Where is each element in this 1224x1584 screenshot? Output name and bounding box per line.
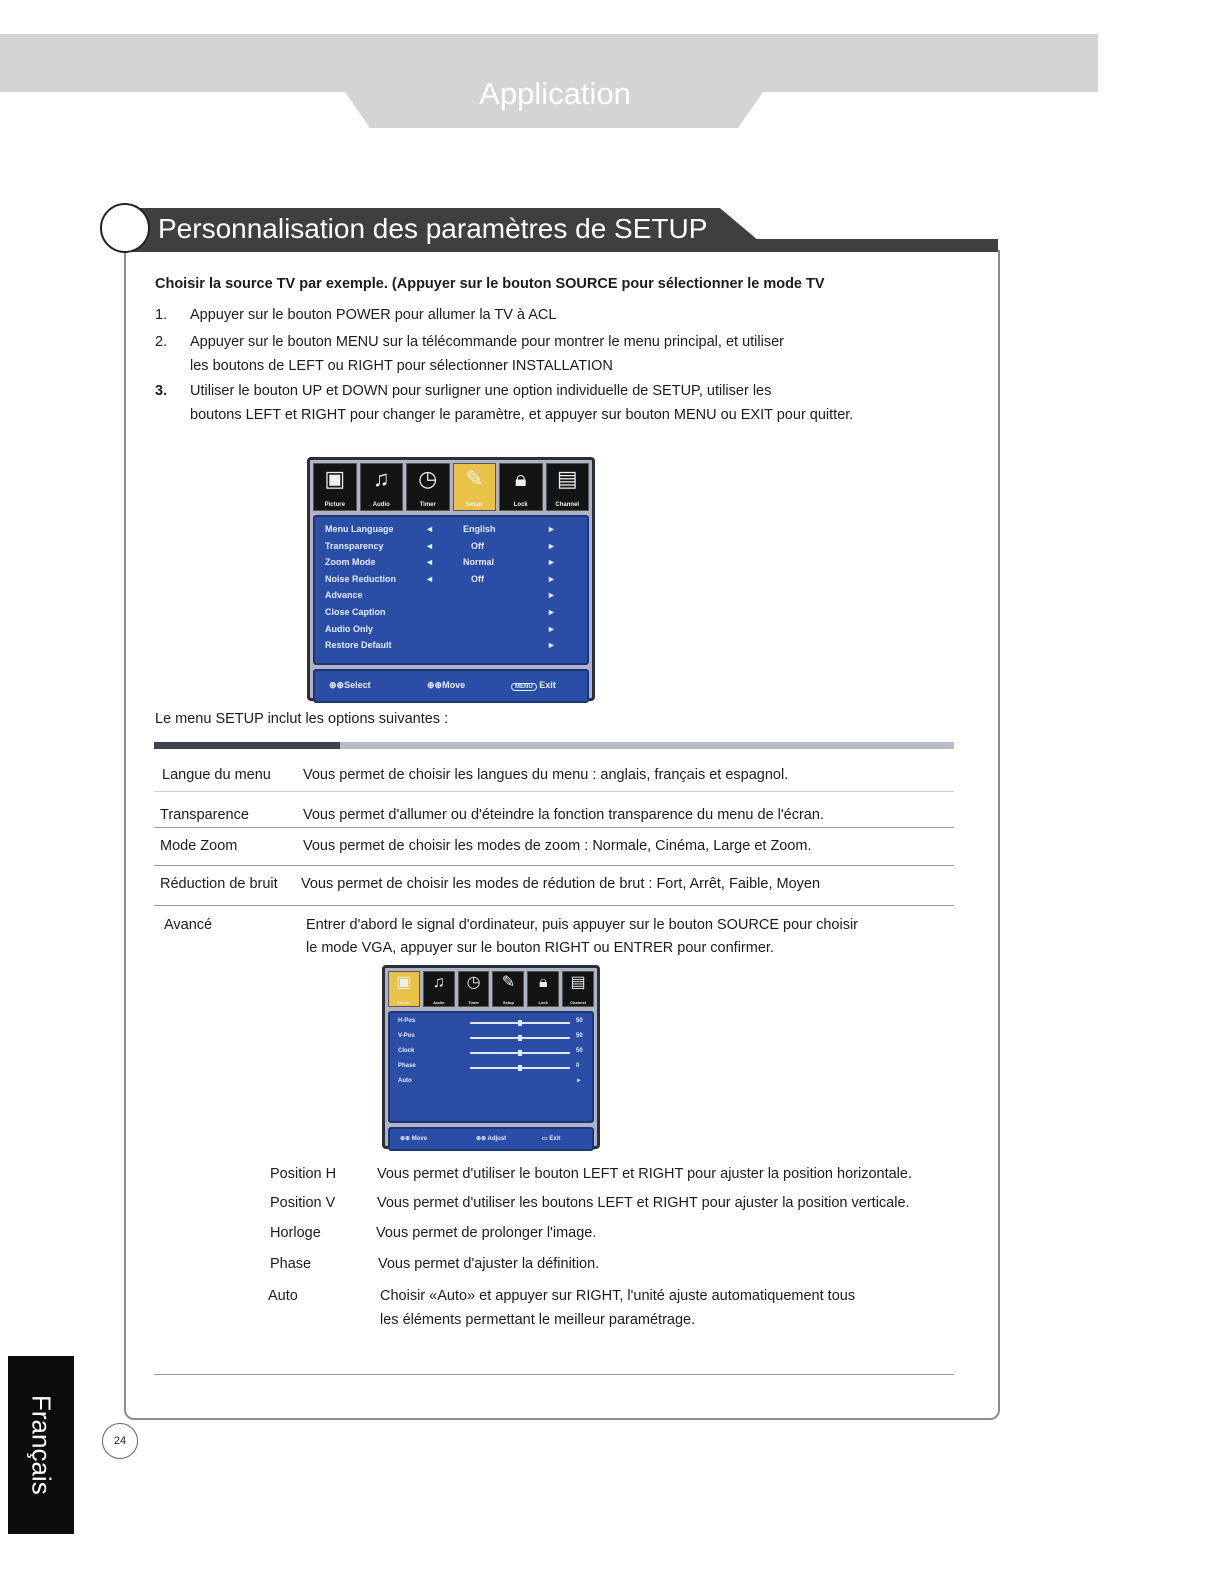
move-hint: ⊕⊕ Move xyxy=(400,1136,428,1142)
timer-icon: ◷ xyxy=(466,974,481,991)
tab-label: Lock xyxy=(513,502,528,508)
tab-lock xyxy=(499,463,543,511)
menu-row-value: 50 xyxy=(576,1033,583,1039)
menu-row-value: Off xyxy=(471,540,484,551)
menu-row xyxy=(390,1076,592,1091)
table-divider xyxy=(154,865,954,866)
content-frame xyxy=(124,250,1000,1420)
menu-row-label: Advance xyxy=(325,590,363,601)
menu-row xyxy=(390,1016,592,1031)
vga-option-desc: Vous permet de prolonger l'image. xyxy=(376,1225,597,1241)
menu-tab-row xyxy=(388,971,594,1007)
tab-timer xyxy=(406,463,450,511)
section-title-rule xyxy=(740,239,998,252)
picture-icon: ▣ xyxy=(396,974,412,991)
step-line: Appuyer sur le bouton POWER pour allumer la TV à ACL xyxy=(190,307,557,323)
vga-option-desc: Vous permet d'utiliser le bouton LEFT et RIGHT pour ajuster la position horizontale. xyxy=(377,1166,912,1182)
right-arrow-icon: ► xyxy=(547,640,556,651)
menu-row xyxy=(315,538,587,555)
slider-knob xyxy=(518,1035,522,1041)
lock-icon: 🔒︎ xyxy=(514,466,527,491)
page-number: 24 xyxy=(102,1423,138,1459)
menu-row xyxy=(315,521,587,538)
move-hint: ⊕⊕Move xyxy=(427,680,466,690)
step-number: 3. xyxy=(155,383,168,399)
section-circle-icon xyxy=(100,203,150,253)
menu-key-icon: MENU xyxy=(511,683,537,691)
tab-label: Setup xyxy=(465,502,483,508)
tab-label: Audio xyxy=(372,502,390,508)
menu-tab-row xyxy=(313,463,589,511)
move-label: Move xyxy=(411,1136,428,1142)
tab-channel xyxy=(546,463,590,511)
menu-row-label: Zoom Mode xyxy=(325,557,376,568)
slider-track xyxy=(470,1022,570,1024)
table-divider xyxy=(154,791,954,792)
menu-row xyxy=(315,604,587,621)
right-arrow-icon: ► xyxy=(547,557,556,568)
intro-text: Choisir la source TV par exemple. (Appuyer sur le bouton SOURCE pour sélectionner le mode TV xyxy=(155,276,825,292)
option-term: Langue du menu xyxy=(162,767,271,783)
right-arrow-icon: ► xyxy=(547,540,556,551)
menu-row-value: 0 xyxy=(576,1063,580,1069)
tab-label: Timer xyxy=(468,1000,479,1005)
vga-option-term: Phase xyxy=(270,1256,312,1272)
menu-row-value: Normal xyxy=(463,557,495,568)
setup-icon: ✎ xyxy=(501,974,516,991)
option-term: Avancé xyxy=(164,917,213,933)
step-number: 1. xyxy=(155,307,168,323)
menu-row-label: Close Caption xyxy=(325,606,386,617)
menu-row xyxy=(315,621,587,638)
timer-icon: ◷ xyxy=(418,466,438,491)
tab-audio xyxy=(423,971,455,1007)
tab-label: Audio xyxy=(433,1000,445,1005)
step-line: les boutons de LEFT ou RIGHT pour sélectionner INSTALLATION xyxy=(190,358,613,374)
move-label: Move xyxy=(442,680,466,690)
audio-icon: ♫ xyxy=(432,974,445,991)
menu-panel xyxy=(313,515,589,665)
select-hint: ⊕⊕Select xyxy=(329,680,371,690)
menu-row xyxy=(390,1046,592,1061)
step-line: Appuyer sur le bouton MENU sur la télécommande pour montrer le menu principal, et utiliser xyxy=(190,334,784,350)
tab-label: Timer xyxy=(419,502,436,508)
slider-track xyxy=(470,1067,570,1069)
left-arrow-icon: ◄ xyxy=(425,540,434,551)
menu-row-label: Phase xyxy=(398,1063,416,1069)
right-arrow-icon: ► xyxy=(576,1078,582,1084)
section-title: Personnalisation des paramètres de SETUP xyxy=(158,213,708,244)
slider-knob xyxy=(518,1065,522,1071)
right-arrow-icon: ► xyxy=(547,623,556,634)
menu-row-label: Audio Only xyxy=(325,623,373,634)
channel-icon: ▤ xyxy=(556,466,578,491)
option-desc: Vous permet de choisir les langues du menu : anglais, français et espagnol. xyxy=(303,767,789,783)
menu-row xyxy=(315,554,587,571)
right-arrow-icon: ► xyxy=(547,590,556,601)
tab-setup xyxy=(453,463,497,511)
menu-row-value: 50 xyxy=(576,1048,583,1054)
tab-channel xyxy=(562,971,594,1007)
tab-label: Picture xyxy=(397,1000,411,1005)
right-arrow-icon: ► xyxy=(547,606,556,617)
menu-row-label: H-Pos xyxy=(398,1018,416,1024)
menu-row-label: Transparency xyxy=(325,540,384,551)
vga-menu-screenshot xyxy=(382,965,600,1149)
step-number: 2. xyxy=(155,334,168,350)
tab-label: Picture xyxy=(324,502,345,508)
adjust-hint: ⊕⊕ Adjust xyxy=(476,1136,507,1142)
tab-label: Channel xyxy=(570,1000,586,1005)
option-desc: Vous permet de choisir les modes de zoom : Normale, Cinéma, Large et Zoom. xyxy=(303,838,812,854)
left-arrow-icon: ◄ xyxy=(425,524,434,534)
vga-option-desc: Vous permet d'utiliser les boutons LEFT et RIGHT pour ajuster la position verticale. xyxy=(377,1195,910,1211)
vga-option-term: Position H xyxy=(270,1166,337,1182)
menu-row-label: Restore Default xyxy=(325,640,392,651)
menu-footer xyxy=(388,1127,594,1151)
tab-label: Channel xyxy=(555,502,580,508)
lock-icon: 🔒︎ xyxy=(538,974,548,991)
vga-option-desc: Choisir «Auto» et appuyer sur RIGHT, l'unité ajuste automatiquement tous xyxy=(380,1288,856,1304)
left-arrow-icon: ◄ xyxy=(425,573,434,584)
menu-row xyxy=(315,637,587,654)
menu-row xyxy=(390,1031,592,1046)
menu-row xyxy=(390,1061,592,1076)
tab-picture xyxy=(388,971,420,1007)
step-line: boutons LEFT et RIGHT pour changer le paramètre, et appuyer sur bouton MENU ou EXIT pour quitter. xyxy=(190,407,854,423)
tab-audio xyxy=(360,463,404,511)
tab-label: Setup xyxy=(502,1000,514,1005)
vga-option-term: Auto xyxy=(268,1288,298,1304)
channel-icon: ▤ xyxy=(570,974,586,991)
menu-row-label: Noise Reduction xyxy=(325,573,397,584)
options-rule-accent xyxy=(154,742,340,749)
tab-picture xyxy=(313,463,357,511)
vga-option-term: Horloge xyxy=(270,1225,321,1241)
step-line: Utiliser le bouton UP et DOWN pour surligner une option individuelle de SETUP, utiliser les xyxy=(190,383,772,399)
page-header-title: Application xyxy=(479,76,631,111)
menu-panel xyxy=(388,1011,594,1123)
menu-row-label: V-Pos xyxy=(398,1033,415,1039)
vga-option-term: Position V xyxy=(270,1195,336,1211)
menu-row-label: Clock xyxy=(398,1048,415,1054)
setup-icon: ✎ xyxy=(465,466,484,491)
menu-row-label: Menu Language xyxy=(325,524,394,534)
audio-icon: ♫ xyxy=(373,466,390,491)
menu-row xyxy=(315,587,587,604)
exit-label: Exit xyxy=(549,1136,561,1142)
option-desc: Vous permet d'allumer ou d'éteindre la fonction transparence du menu de l'écran. xyxy=(303,807,824,823)
menu-row-value: Off xyxy=(471,573,484,584)
menu-row-label: Auto xyxy=(398,1078,412,1084)
table-divider xyxy=(154,827,954,828)
menu-row-value: English xyxy=(463,524,496,534)
vga-option-desc: Vous permet d'ajuster la définition. xyxy=(378,1256,600,1272)
option-term: Réduction de bruit xyxy=(160,876,278,892)
tab-timer xyxy=(458,971,490,1007)
tab-label: Lock xyxy=(538,1000,548,1005)
slider-knob xyxy=(518,1050,522,1056)
slider-track xyxy=(470,1037,570,1039)
menu-footer xyxy=(313,669,589,703)
table-divider xyxy=(154,905,954,906)
setup-menu-screenshot xyxy=(307,457,595,701)
slider-knob xyxy=(518,1020,522,1026)
tab-lock xyxy=(527,971,559,1007)
option-term: Transparence xyxy=(160,807,249,823)
option-desc: Entrer d'abord le signal d'ordinateur, puis appuyer sur le bouton SOURCE pour choisir xyxy=(306,917,859,933)
exit-hint: ▭ Exit xyxy=(542,1136,561,1142)
options-intro: Le menu SETUP inclut les options suivantes : xyxy=(155,711,449,727)
menu-row xyxy=(315,571,587,588)
bottom-divider xyxy=(154,1374,954,1375)
right-arrow-icon: ► xyxy=(547,524,556,534)
option-term: Mode Zoom xyxy=(160,838,238,854)
option-desc: Vous permet de choisir les modes de rédution de brut : Fort, Arrêt, Faible, Moyen xyxy=(301,876,821,892)
slider-track xyxy=(470,1052,570,1054)
exit-hint xyxy=(511,680,556,690)
picture-icon: ▣ xyxy=(324,466,346,491)
vga-option-desc: les éléments permettant le meilleur paramétrage. xyxy=(380,1312,696,1328)
tab-setup xyxy=(492,971,524,1007)
left-arrow-icon: ◄ xyxy=(425,557,434,568)
menu-row-value: 50 xyxy=(576,1018,583,1024)
language-label: Français xyxy=(26,1395,57,1495)
right-arrow-icon: ► xyxy=(547,573,556,584)
select-label: Select xyxy=(344,680,371,690)
option-desc: le mode VGA, appuyer sur le bouton RIGHT ou ENTRER pour confirmer. xyxy=(306,940,774,956)
exit-label: Exit xyxy=(539,680,556,690)
adjust-label: Adjust xyxy=(487,1136,507,1142)
